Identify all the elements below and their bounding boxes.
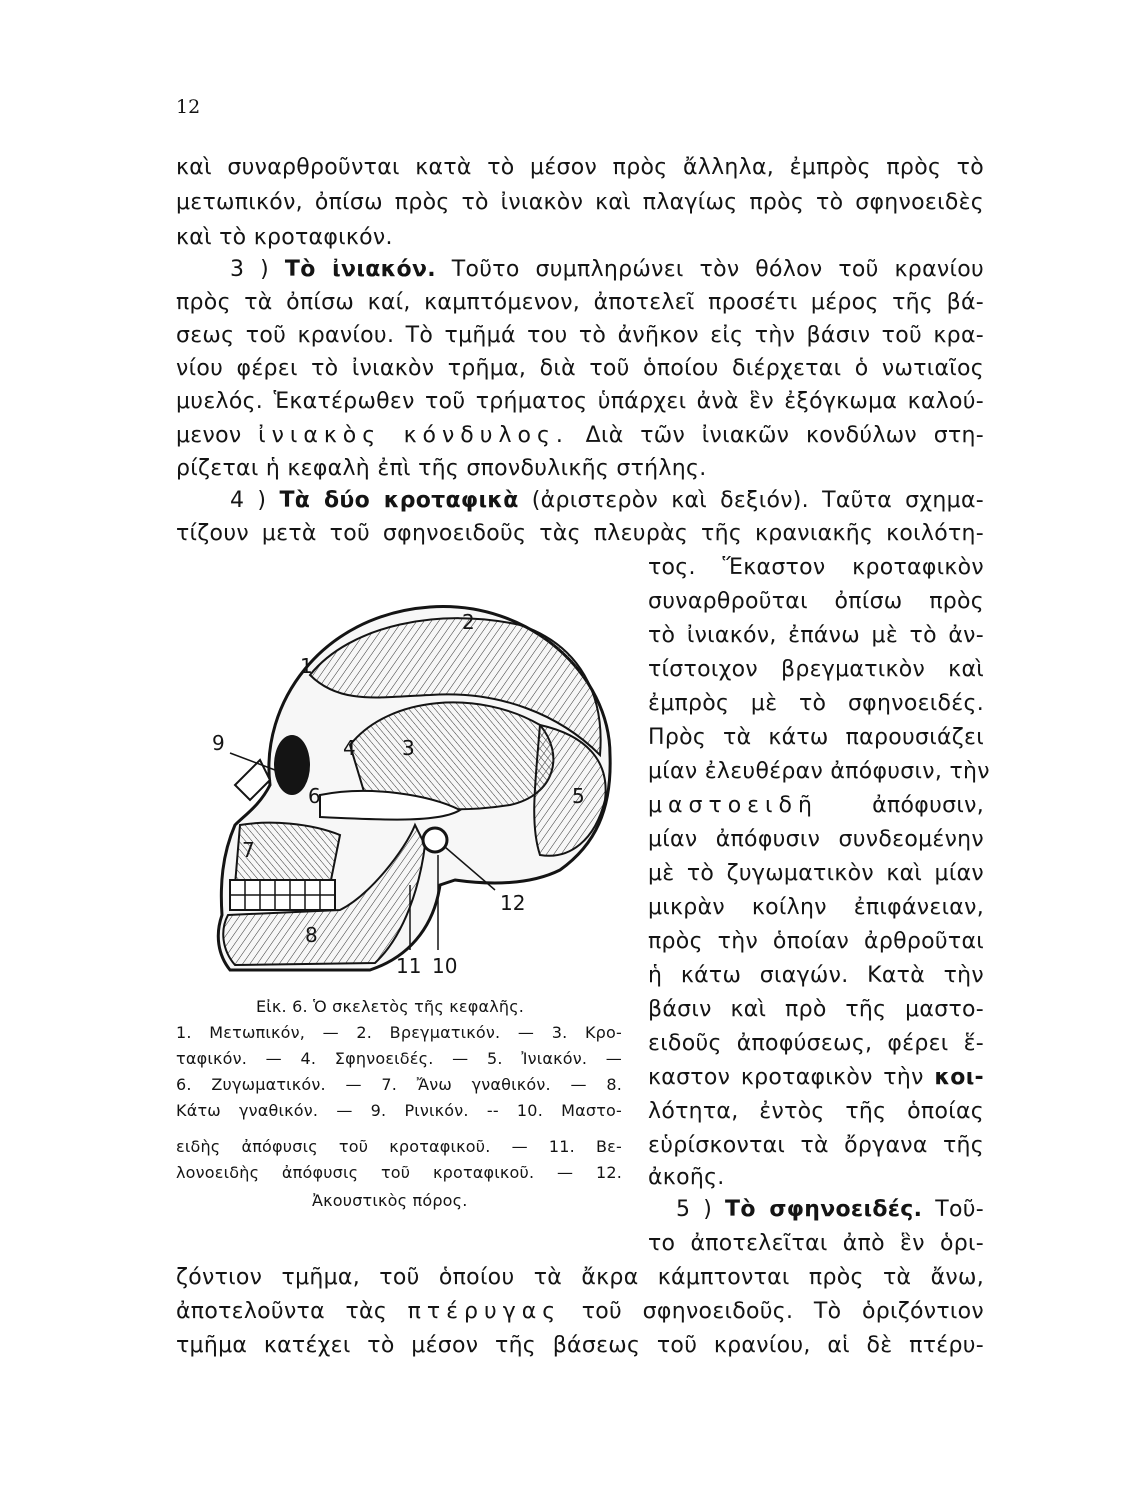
text-line: ἀκοῆς. [648, 1165, 725, 1190]
text-line: ζόντιον τμῆμα, τοῦ ὁποίου τὰ ἄκρα κάμπτονται πρὸς τὰ ἄνω, [176, 1265, 984, 1290]
text-line: καὶ συναρθροῦνται κατὰ τὸ μέσον πρὸς ἄλληλα, ἐμπρὸς πρὸς τὸ [176, 155, 984, 180]
text-line [176, 1294, 984, 1330]
figure-caption-line: ειδὴς ἀπόφυσις τοῦ κροταφικοῦ. — 11. Βε- [176, 1137, 622, 1156]
text-line: Πρὸς τὰ κάτω παρουσιάζει [648, 725, 984, 750]
text-line: τμῆμα κατέχει τὸ μέσον τῆς βάσεως τοῦ κρανίου, αἱ δὲ πτέρυ- [176, 1333, 984, 1358]
orbit [274, 735, 310, 795]
text-fragment: Διὰ τῶν ἰνιακῶν κονδύλων στη- [585, 423, 984, 448]
ear-canal [423, 828, 447, 852]
spaced-term: ἰνιακὸς κόνδυλος. [258, 423, 569, 448]
section-heading: Τὸ ἰνιακόν. [284, 257, 436, 282]
section-heading: Τὸ σφηνοειδές. [725, 1197, 923, 1222]
text-line: ρίζεται ἡ κεφαλὴ ἐπὶ τῆς σπονδυλικῆς στήλης. [176, 456, 707, 481]
section-5-first-line [648, 1192, 984, 1228]
figure-label: 6 [308, 784, 321, 808]
text-line: μυελός. Ἑκατέρωθεν τοῦ τρήματος ὑπάρχει ἀνὰ ἓν ἐξόγκωμα καλού- [176, 389, 984, 414]
text-fragment: ἀποτελοῦντα τὰς [176, 1299, 388, 1324]
text-line: το ἀποτελεῖται ἀπὸ ἓν ὁρι- [648, 1231, 984, 1256]
text-line: μὲ τὸ ζυγωματικὸν καὶ μίαν [648, 861, 984, 886]
figure-caption-line: Ἀκουστικὸς πόρος. [312, 1191, 468, 1210]
text-line: πρὸς τὴν ὁποίαν ἀρθροῦται [648, 929, 984, 954]
figure-label: 8 [305, 923, 318, 947]
text-fragment: μενον [176, 423, 242, 448]
text-fragment: Τοῦτο συμπληρώνει τὸν θόλον τοῦ κρανίου [451, 257, 984, 282]
section-3-first-line [176, 252, 984, 288]
figure-caption-line: 1. Μετωπικόν, — 2. Βρεγματικόν. — 3. Κρο- [176, 1023, 622, 1042]
figure-label: 3 [402, 736, 415, 760]
text-line: βάσιν καὶ πρὸ τῆς μαστο- [648, 997, 984, 1022]
text-line [176, 418, 984, 454]
text-line: τὸ ἰνιακόν, ἐπάνω μὲ τὸ ἀν- [648, 623, 984, 648]
text-line: πρὸς τὰ ὀπίσω καί, καμπτόμενον, ἀποτελεῖ προσέτι μέρος τῆς βά- [176, 290, 984, 315]
text-line: μετωπικόν, ὀπίσω πρὸς τὸ ἰνιακὸν καὶ πλαγίως πρὸς τὸ σφηνοειδὲς [176, 190, 984, 215]
text-line: μικρὰν κοίλην ἐπιφάνειαν, [648, 895, 984, 920]
text-line: συναρθροῦται ὀπίσω πρὸς [648, 589, 984, 614]
text-line: νίου φέρει τὸ ἰνιακὸν τρῆμα, διὰ τοῦ ὁποίου διέρχεται ὁ νωτιαῖος [176, 356, 984, 381]
spaced-term: πτέρυγας [407, 1299, 562, 1324]
text-fragment: (ἀριστερὸν καὶ δεξιόν). Ταῦτα σχημα- [531, 488, 984, 513]
figure-label: 11 [396, 954, 422, 978]
figure-label: 9 [212, 731, 225, 755]
bold-term: κοι- [934, 1065, 984, 1090]
skull-illustration [200, 585, 640, 985]
figure-label: 2 [462, 610, 475, 634]
figure-caption-line: 6. Ζυγωματικόν. — 7. Ἄνω γναθικόν. — 8. [176, 1075, 622, 1094]
text-line: εὑρίσκονται τὰ ὄργανα τῆς [648, 1133, 984, 1158]
text-line: λότητα, ἐντὸς τῆς ὁποίας [648, 1099, 984, 1124]
figure-label: 12 [500, 891, 526, 915]
spaced-term: μαστοειδῆ [648, 793, 818, 818]
figure-label: 7 [242, 838, 255, 862]
figure-caption-line: Κάτω γναθικόν. — 9. Ρινικόν. -- 10. Μαστο- [176, 1101, 622, 1120]
section-4-first-line [176, 483, 984, 519]
figure-caption-line: λονοειδὴς ἀπόφυσις τοῦ κροταφικοῦ. — 12. [176, 1163, 622, 1182]
figure-label: 10 [432, 954, 458, 978]
figure-caption-line: ταφικόν. — 4. Σφηνοειδές. — 5. Ἰνιακόν. — [176, 1049, 622, 1068]
page-number: 12 [176, 96, 201, 118]
text-line: σεως τοῦ κρανίου. Τὸ τμῆμά του τὸ ἀνῆκον εἰς τὴν βάσιν τοῦ κρα- [176, 323, 984, 348]
text-line [648, 788, 984, 824]
skull-figure [200, 585, 640, 985]
text-line: τος. Ἕκαστον κροταφικὸν [648, 555, 984, 580]
text-line: ειδοῦς ἀποφύσεως, φέρει ἕ- [648, 1031, 984, 1056]
text-fragment: Τοῦ- [935, 1197, 984, 1222]
section-heading: Τὰ δύο κροταφικὰ [279, 488, 519, 513]
text-line: ἐμπρὸς μὲ τὸ σφηνοειδές. [648, 691, 984, 716]
text-line: τίζουν μετὰ τοῦ σφηνοειδοῦς τὰς πλευρὰς τῆς κρανιακῆς κοιλότη- [176, 521, 984, 546]
text-line: τίστοιχον βρεγματικὸν καὶ [648, 657, 984, 682]
section-number: 5 ) [676, 1197, 713, 1222]
text-line: μίαν ἐλευθέραν ἀπόφυσιν, τὴν [648, 759, 990, 784]
figure-label: 5 [572, 784, 585, 808]
text-line: μίαν ἀπόφυσιν συνδεομένην [648, 827, 984, 852]
text-line [648, 1060, 984, 1096]
text-line: ἡ κάτω σιαγών. Κατὰ τὴν [648, 963, 984, 988]
section-number: 3 ) [230, 257, 270, 282]
figure-label: 4 [343, 736, 356, 760]
text-fragment: καστον κροταφικὸν τὴν [648, 1065, 924, 1090]
section-number: 4 ) [230, 488, 267, 513]
figure-label: 1 [300, 654, 313, 678]
text-fragment: ἀπόφυσιν, [872, 793, 984, 818]
text-line: καὶ τὸ κροταφικόν. [176, 225, 393, 250]
figure-caption-title: Εἰκ. 6. Ὁ σκελετὸς τῆς κεφαλῆς. [256, 997, 525, 1016]
text-fragment: τοῦ σφηνοειδοῦς. Τὸ ὁριζόντιον [581, 1299, 985, 1324]
